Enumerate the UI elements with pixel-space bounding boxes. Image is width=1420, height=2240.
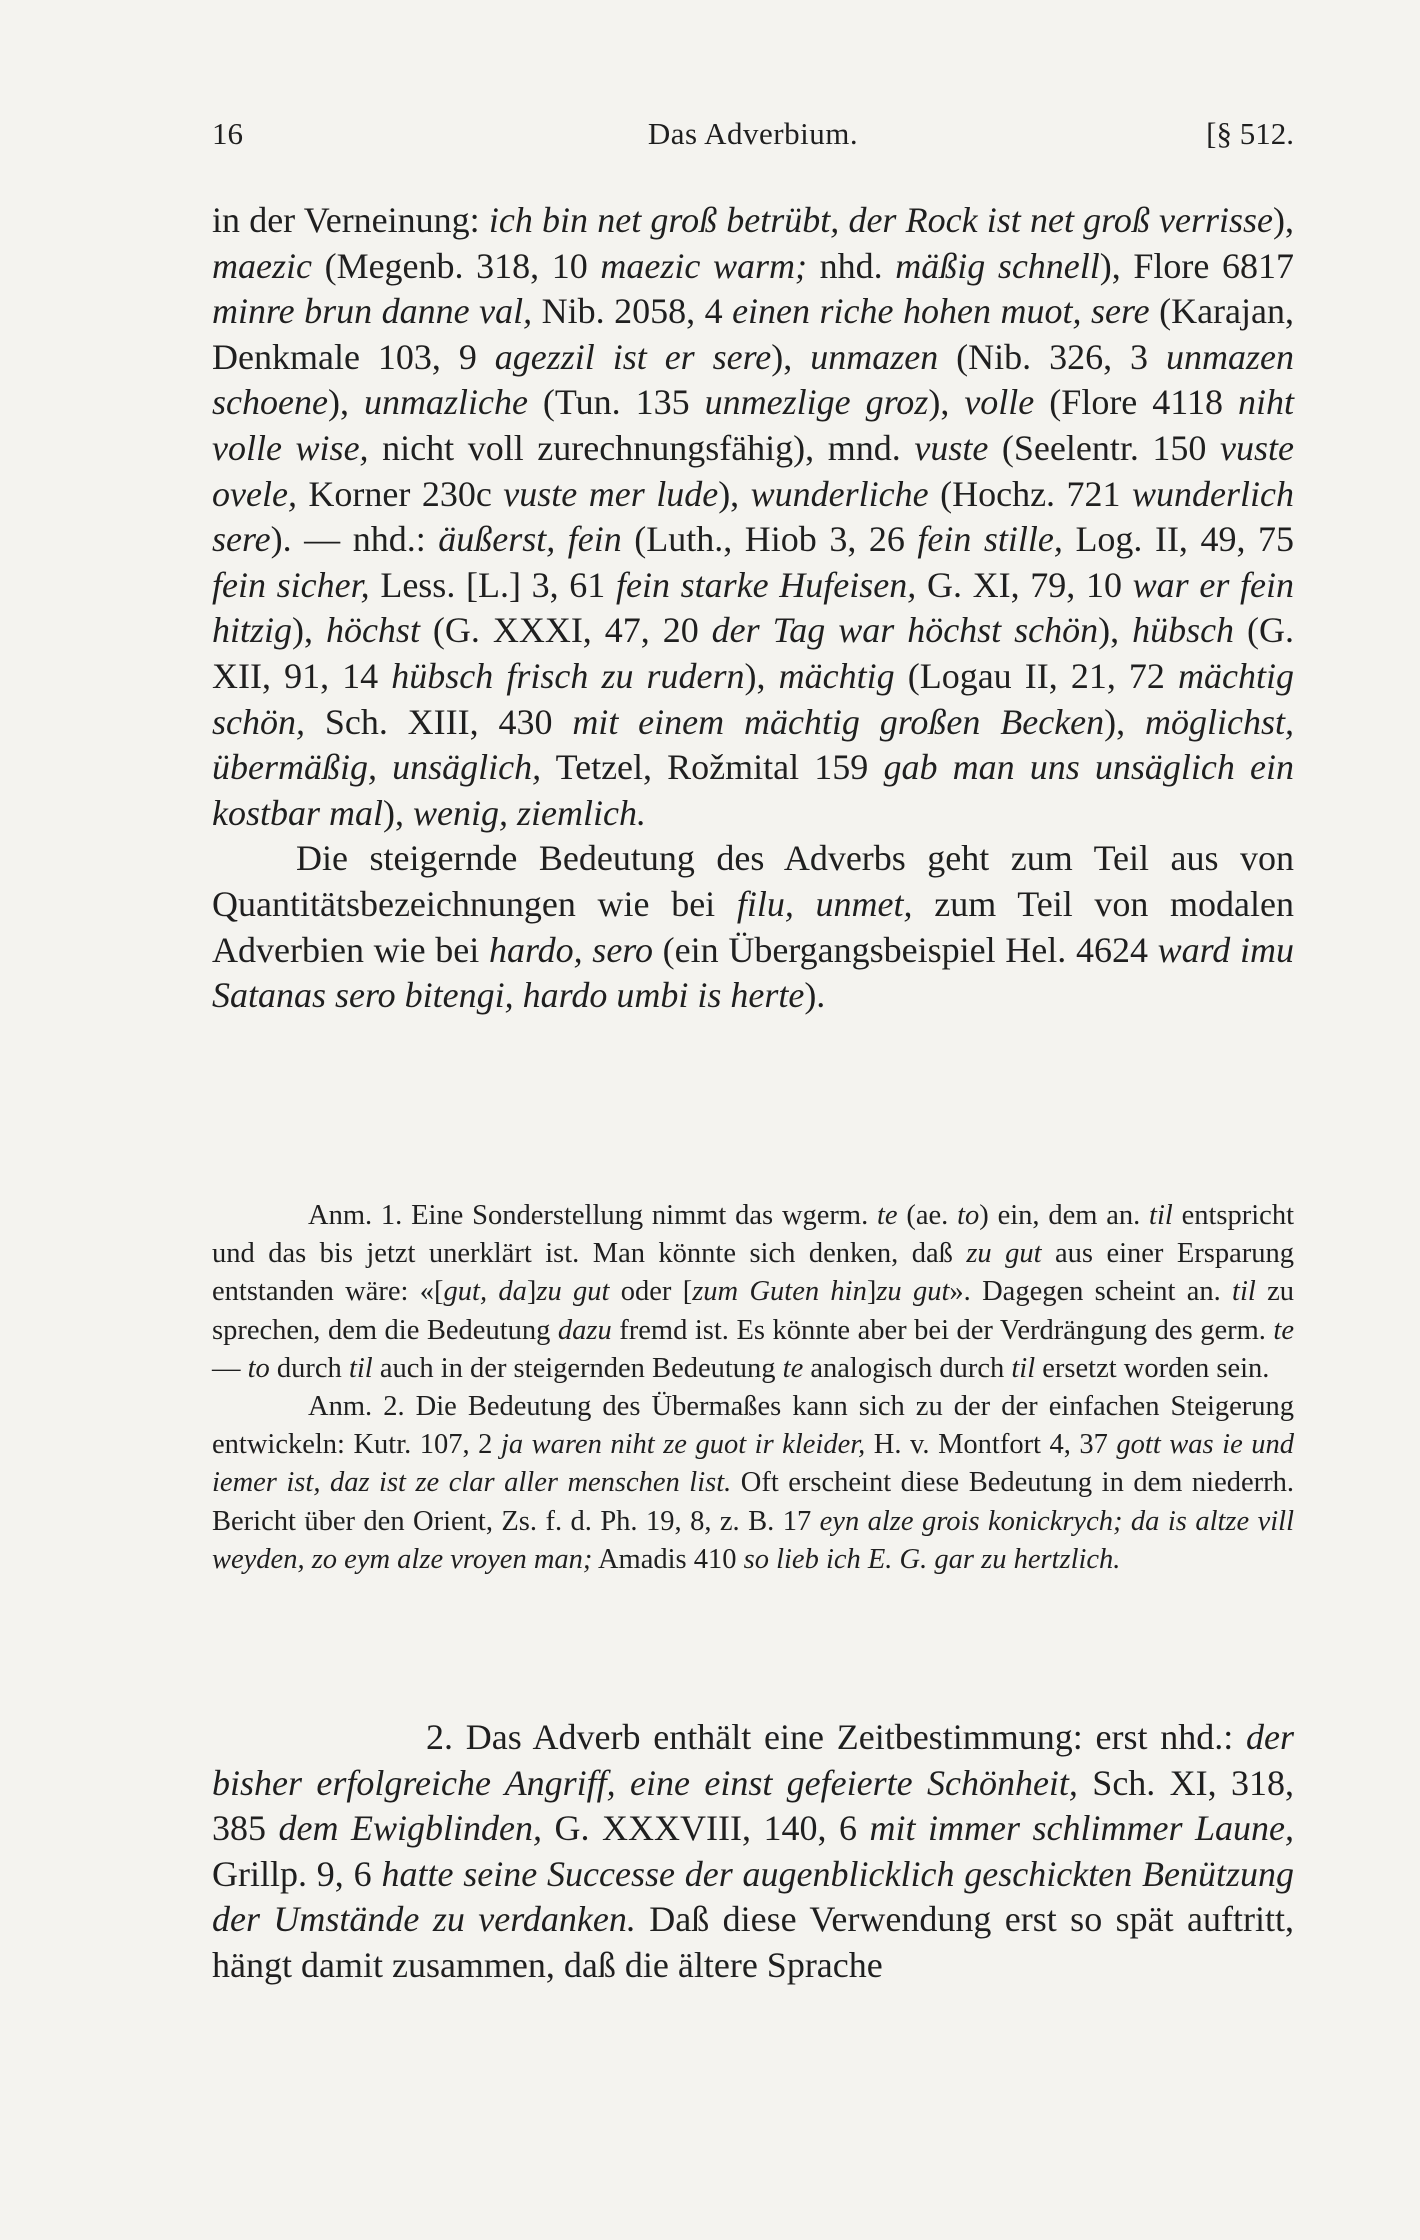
italic-run: mächtig schön, xyxy=(212,655,1295,742)
italic-run: to xyxy=(247,1352,270,1384)
italic-run: ward imu Satanas sero bitengi, hardo umbi is herte xyxy=(212,929,1294,1016)
text-run: durch xyxy=(269,1352,349,1384)
italic-run: vuste xyxy=(914,427,989,468)
text-run: entspricht und das bis jetzt unerklärt ist. Man könnte sich denken, daß xyxy=(212,1200,1295,1270)
italic-run: unmazliche xyxy=(363,382,528,423)
text-run: — xyxy=(212,1352,248,1384)
text-run: Grillp. 9, 6 xyxy=(212,1853,382,1894)
italic-run: te xyxy=(1273,1314,1294,1346)
text-run: ), xyxy=(383,792,413,833)
italic-run: fein sicher, xyxy=(212,564,370,605)
italic-run: mit immer schlimmer Laune, xyxy=(869,1808,1295,1849)
italic-run: fein stille, xyxy=(917,519,1063,560)
italic-run: gott was ie und iemer ist, daz ist ze clar aller menschen list. xyxy=(212,1429,1294,1499)
text-run: ), xyxy=(1104,701,1145,742)
text-run: ), xyxy=(1098,610,1133,651)
text-run: ». Dagegen scheint an. xyxy=(949,1276,1233,1308)
text-run: ), xyxy=(327,382,364,423)
text-run: zum Teil von modalen Adverbien wie bei xyxy=(212,883,1295,970)
text-run: ), xyxy=(771,336,811,377)
text-run: (G. XII, 91, 14 xyxy=(212,610,1294,696)
italic-run: dem Ewigblinden, xyxy=(278,1808,542,1849)
section-2-text xyxy=(212,1715,1294,1989)
text-run: ). — nhd.: xyxy=(270,519,439,560)
italic-run: der bisher erfolgreiche Angriff, eine einst gefeierte Schönheit, xyxy=(212,1717,1294,1803)
text-run: (Luth., Hiob 3, 26 xyxy=(621,519,918,560)
italic-run: te xyxy=(782,1352,804,1384)
italic-run: ich bin net groß betrübt, der Rock ist net groß verrisse xyxy=(488,200,1273,240)
italic-run: niht volle wise, xyxy=(212,382,1294,468)
text-run: 2. Das Adverb enthält eine Zeitbestimmung: erst nhd.: xyxy=(426,1717,1246,1757)
text-run: (G. XXXI, 47, 20 xyxy=(419,610,712,651)
italic-run: te xyxy=(877,1200,898,1231)
text-run: (Nib. 326, 3 xyxy=(938,336,1166,377)
paragraph-1 xyxy=(212,198,1294,836)
text-run: (Karajan, Denkmale 103, 9 xyxy=(212,291,1294,377)
italic-run: unmazen schoene xyxy=(212,336,1294,423)
italic-run: maezic xyxy=(212,245,312,286)
italic-run: fein starke Hufeisen, xyxy=(616,564,917,605)
italic-run: eyn alze grois konickrych; da is altze vill weyden, zo eym alze vroyen man; xyxy=(212,1505,1294,1575)
italic-run: äußerst, fein xyxy=(438,519,622,560)
italic-run: ja waren niht ze guot ir kleider, xyxy=(500,1429,866,1461)
text-run: Nib. 2058, 4 xyxy=(532,291,733,332)
text-run: (Logau II, 21, 72 xyxy=(894,655,1179,696)
italic-run: der Tag war höchst schön xyxy=(711,610,1099,651)
text-run: in der Verneinung: xyxy=(212,200,489,240)
running-header xyxy=(212,116,1294,156)
paragraph-3 xyxy=(212,1715,1294,1989)
italic-run: zu gut xyxy=(966,1238,1042,1270)
italic-run: hübsch xyxy=(1132,610,1235,651)
italic-run: gut, xyxy=(443,1276,488,1308)
italic-run: hübsch frisch zu rudern xyxy=(391,655,745,696)
text-run: Amadis 410 xyxy=(592,1543,744,1575)
text-run: Sch. XIII, 430 xyxy=(305,701,573,742)
italic-run: einen riche hohen muot, sere xyxy=(732,291,1150,332)
text-run: analogisch durch xyxy=(803,1352,1012,1384)
italic-run: minre brun danne val, xyxy=(212,291,533,332)
text-run: ), xyxy=(928,382,965,423)
text-run: nhd. xyxy=(806,245,896,286)
italic-run: agezzil ist er sere xyxy=(494,336,772,377)
text-run: (ae. xyxy=(897,1200,958,1231)
text-run: Log. II, 49, 75 xyxy=(1062,519,1294,560)
italic-run: zum Guten hin xyxy=(692,1276,867,1308)
text-run: fremd ist. Es könnte aber bei der Verdrängung des germ. xyxy=(611,1314,1274,1346)
text-run: oder [ xyxy=(609,1276,693,1308)
italic-run: to xyxy=(957,1200,980,1231)
text-run: (Hochz. 721 xyxy=(928,473,1132,514)
text-run: zu sprechen, dem die Bedeutung xyxy=(212,1276,1295,1346)
italic-run: war er fein hitzig xyxy=(212,564,1294,651)
text-run: Oft erscheint diese Bedeutung in dem niederrh. Bericht über den Orient, Zs. f. d. Ph. 19, 8, z. B. 17 xyxy=(212,1467,1294,1537)
text-run: (Seelentr. 150 xyxy=(988,427,1221,468)
italic-run: zu gut xyxy=(876,1276,950,1308)
text-run: Die steigernde Bedeutung des Adverbs geht zum Teil aus von Quantitätsbezeichnungen wie bei xyxy=(212,838,1294,924)
text-run: Daß diese Verwendung erst so spät auftritt, hängt damit zusammen, daß die ältere Sprache xyxy=(212,1899,1294,1985)
text-run xyxy=(487,1276,498,1307)
text-run: Korner 230c xyxy=(296,473,504,514)
italic-run: mit einem mächtig großen Becken xyxy=(572,701,1105,742)
text-run: Tetzel, Rožmital 159 xyxy=(541,747,884,788)
italic-run: da xyxy=(498,1276,527,1308)
text-run: Anm. 2. Die Bedeutung des Übermaßes kann sich zu der der einfachen Steigerung entwickeln: Kutr. 107, 2 xyxy=(212,1391,1294,1461)
text-run: ), xyxy=(292,610,326,651)
text-run: (Tun. 135 xyxy=(527,382,705,423)
italic-run: filu, unmet, xyxy=(736,883,913,924)
annotations xyxy=(212,1197,1294,1579)
text-run: nicht voll zurechnungsfähig), mnd. xyxy=(368,427,915,468)
italic-run: vuste mer lude xyxy=(503,473,719,514)
running-title: Das Adverbium. xyxy=(647,116,859,151)
italic-run: volle xyxy=(964,382,1035,423)
italic-run: dazu xyxy=(557,1314,612,1346)
italic-run: höchst xyxy=(325,610,420,651)
italic-run: maezic warm; xyxy=(600,245,807,286)
italic-run: unmezlige groz xyxy=(704,382,929,423)
italic-run: gab man uns unsäglich ein kostbar mal xyxy=(212,747,1294,833)
italic-run: hardo, sero xyxy=(488,929,653,970)
text-run: Less. [L.] 3, 61 xyxy=(369,564,616,605)
italic-run: mäßig schnell xyxy=(895,245,1100,286)
italic-run: vuste ovele, xyxy=(212,427,1294,514)
italic-run: unmazen xyxy=(810,336,939,377)
text-run: ersetzt worden sein. xyxy=(1035,1352,1270,1384)
note-anm-1 xyxy=(212,1197,1294,1388)
italic-run: hatte seine Successe der augenblicklich geschickten Benützung der Umstände zu verdanken. xyxy=(212,1853,1294,1940)
text-run: (Flore 4118 xyxy=(1034,382,1238,423)
italic-run: möglichst, übermäßig, unsäglich, xyxy=(212,701,1294,788)
text-run: ). xyxy=(804,975,826,1016)
italic-run: wunderliche xyxy=(750,473,929,514)
italic-run: til xyxy=(1011,1352,1036,1384)
text-run: aus einer Ersparung entstanden wäre: «[ xyxy=(212,1238,1294,1308)
text-run: G. XXXVIII, 140, 6 xyxy=(542,1808,870,1849)
italic-run: wenig, ziemlich. xyxy=(413,792,646,833)
text-run: auch in der steigernden Bedeutung xyxy=(372,1352,783,1384)
paragraph-2 xyxy=(212,836,1294,1018)
italic-run: mächtig xyxy=(778,655,895,696)
text-run: (Megenb. 318, 10 xyxy=(311,245,601,286)
text-run: G. XI, 79, 10 xyxy=(916,564,1133,605)
main-text xyxy=(212,198,1294,1019)
text-run: ] xyxy=(866,1276,877,1308)
italic-run: til xyxy=(1149,1200,1173,1231)
text-run: (ein Übergangsbeispiel Hel. 4624 xyxy=(652,929,1158,970)
text-run: Anm. 1. Eine Sonderstellung nimmt das wgerm. xyxy=(308,1200,878,1231)
note-anm-2 xyxy=(212,1388,1294,1579)
text-run: ), xyxy=(1273,200,1294,240)
italic-run: til xyxy=(348,1352,373,1384)
text-run: H. v. Montfort 4, 37 xyxy=(865,1429,1117,1461)
text-run: ) ein, dem an. xyxy=(979,1200,1150,1231)
text-run: ), xyxy=(718,473,751,514)
text-run: ), Flore 6817 xyxy=(1099,245,1294,286)
page-number: 16 xyxy=(212,116,243,151)
text-run: Sch. XI, 318, 385 xyxy=(212,1762,1294,1849)
section-marker: [§ 512. xyxy=(1206,116,1294,151)
text-run: ), xyxy=(744,655,779,696)
italic-run: wunderlich sere xyxy=(212,473,1294,560)
italic-run: til xyxy=(1232,1276,1256,1308)
italic-run: so lieb ich E. G. gar zu hertzlich. xyxy=(743,1543,1121,1575)
text-run: ] xyxy=(526,1276,537,1308)
italic-run: zu gut xyxy=(536,1276,610,1308)
